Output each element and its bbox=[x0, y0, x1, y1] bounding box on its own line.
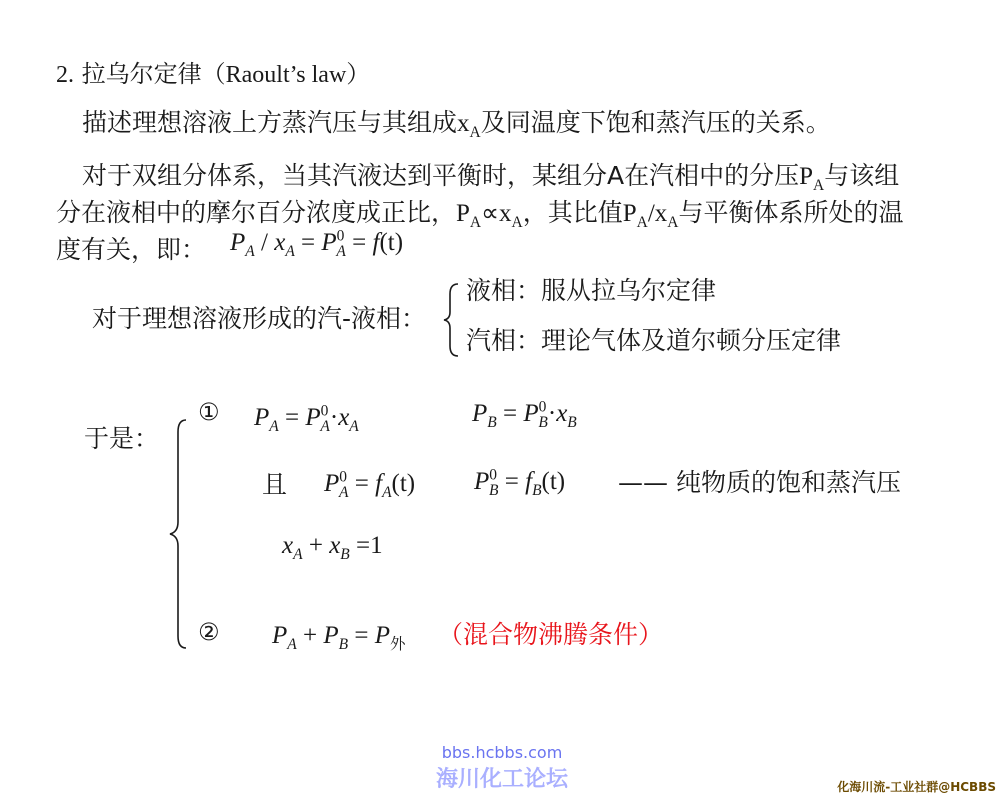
prop-x: x bbox=[498, 200, 512, 227]
boiling-condition-note: （混合物沸腾条件） bbox=[438, 620, 664, 649]
boiling-eq bbox=[272, 622, 406, 653]
eq1-p: P bbox=[254, 404, 270, 431]
explanation-line-2-mid: ，其比值 bbox=[522, 198, 623, 227]
eq3-sub-a2: A bbox=[382, 484, 392, 501]
eq4-f: f bbox=[525, 468, 533, 495]
thus-label: 于是： bbox=[84, 424, 160, 453]
eq6-p3: P bbox=[374, 622, 390, 649]
eq1-x: x bbox=[338, 404, 350, 431]
explanation-line-3 bbox=[56, 231, 206, 269]
eq2-sub-b3: B bbox=[567, 414, 577, 431]
proportional-symbol: ∝ bbox=[481, 200, 499, 227]
eq3-sub-a: A bbox=[339, 484, 349, 501]
formula-p: P bbox=[230, 229, 246, 256]
footer-forum-name: 海川化工论坛 bbox=[435, 767, 568, 792]
description-text-pre: 描述理想溶液上方蒸汽压与其组成 bbox=[82, 108, 458, 137]
raoult-eq-a bbox=[254, 402, 359, 435]
pa-subscript: A bbox=[813, 177, 825, 194]
formula-sub-a2: A bbox=[285, 243, 295, 260]
formula-sub-a1: A bbox=[245, 243, 255, 260]
eq4-t: (t) bbox=[541, 468, 566, 495]
eq1-p0: P bbox=[305, 404, 321, 431]
eq4-p: P bbox=[474, 468, 490, 495]
eq1-sub-a: A bbox=[269, 418, 279, 435]
description-paragraph bbox=[82, 104, 831, 143]
eq2-sub-b2: B bbox=[538, 414, 548, 431]
eq6-p: P bbox=[272, 622, 288, 649]
ratio-sub2: A bbox=[667, 214, 679, 231]
eq3-sup: 0 bbox=[339, 468, 348, 486]
saturation-eq-b bbox=[474, 466, 566, 499]
description-text-post: 及同温度下饱和蒸汽压的关系。 bbox=[480, 108, 831, 137]
eq3-f: f bbox=[375, 470, 383, 497]
eq5-x2: x bbox=[329, 532, 341, 559]
eq2-eq: = bbox=[496, 400, 524, 427]
eq5-sub-a: A bbox=[293, 546, 303, 563]
eq1-sub-a2: A bbox=[320, 418, 330, 435]
footer-url[interactable]: bbs.hcbbs.com bbox=[441, 743, 563, 762]
formula-slash: / bbox=[254, 229, 275, 256]
formula-x: x bbox=[274, 229, 286, 256]
eq4-sup: 0 bbox=[489, 466, 498, 484]
formula-sup0: 0 bbox=[336, 227, 345, 245]
eq1-sup: 0 bbox=[320, 402, 329, 420]
ratio-sub1: A bbox=[636, 214, 648, 231]
eq2-dot: · bbox=[547, 400, 557, 427]
eq4-sub-b: B bbox=[489, 482, 499, 499]
ratio-x: x bbox=[654, 200, 668, 227]
eq6-sub-wai: 外 bbox=[390, 635, 406, 653]
ratio-slash: / bbox=[647, 200, 655, 227]
formula-sub-a3: A bbox=[336, 243, 346, 260]
x-subscript: A bbox=[469, 124, 481, 141]
formula-eq2: = bbox=[345, 229, 373, 256]
and-label: 且 bbox=[262, 470, 288, 499]
formula-f: f bbox=[372, 229, 380, 256]
eq6-eq: = bbox=[348, 622, 375, 649]
explanation-line-3-pre: 度有关，即： bbox=[56, 235, 207, 264]
eq1-sub-a3: A bbox=[349, 418, 359, 435]
vapor-phase-text: 汽相：理论气体及道尔顿分压定律 bbox=[466, 326, 842, 355]
ideal-solution-label: 对于理想溶液形成的汽-液相： bbox=[92, 304, 427, 333]
eq2-sub-b: B bbox=[487, 414, 497, 431]
prop-sub1: A bbox=[469, 214, 482, 231]
eq5-x: x bbox=[282, 532, 294, 559]
eq3-eq: = bbox=[348, 470, 376, 497]
formula-p0: P bbox=[321, 229, 337, 256]
liquid-phase-text: 液相：服从拉乌尔定律 bbox=[466, 276, 717, 305]
large-brace-icon bbox=[166, 418, 190, 650]
section-title-paren: （Raoult’s law） bbox=[201, 62, 371, 88]
eq3-p: P bbox=[324, 470, 340, 497]
pa-symbol: P bbox=[799, 163, 814, 190]
eq2-p0: P bbox=[523, 400, 539, 427]
section-number: 2. bbox=[56, 62, 74, 88]
footer-community-tag: 化海川流-工业社群@HCBBS bbox=[837, 780, 996, 794]
eq3-t: (t) bbox=[391, 470, 416, 497]
eq4-sub-b2: B bbox=[532, 482, 542, 499]
raoult-eq-b bbox=[472, 398, 577, 431]
eq4-eq: = bbox=[498, 468, 526, 495]
pure-substance-note: —— 纯物质的饱和蒸汽压 bbox=[618, 468, 901, 497]
mole-fraction-sum bbox=[282, 532, 383, 563]
explanation-line-1 bbox=[82, 157, 899, 196]
explanation-line-2-post: 与平衡体系所处的温 bbox=[678, 198, 904, 227]
formula-eq: = bbox=[294, 229, 322, 256]
circle-two-marker: ② bbox=[198, 618, 220, 646]
eq1-dot: · bbox=[329, 404, 339, 431]
explanation-line-2-pre: 分在液相中的摩尔百分浓度成正比， bbox=[56, 198, 457, 227]
eq5-eq: =1 bbox=[349, 532, 383, 559]
explanation-line-1-post: 与该组 bbox=[824, 161, 900, 190]
eq6-sub-b: B bbox=[338, 636, 349, 653]
eq2-x: x bbox=[556, 400, 568, 427]
eq1-eq: = bbox=[278, 404, 306, 431]
explanation-line-1-pre: 对于双组分体系，当其汽液达到平衡时，某组分A在汽相中的分压 bbox=[82, 161, 800, 190]
x-symbol: x bbox=[457, 110, 470, 137]
eq5-sub-b: B bbox=[340, 546, 350, 563]
eq6-p2: P bbox=[323, 622, 339, 649]
circle-one-marker: ① bbox=[198, 398, 220, 426]
eq2-p: P bbox=[472, 400, 488, 427]
section-title bbox=[56, 54, 370, 89]
ratio-p: P bbox=[622, 200, 637, 227]
eq6-plus: + bbox=[296, 622, 324, 649]
formula-t: (t) bbox=[379, 229, 404, 256]
ratio-formula bbox=[230, 227, 404, 260]
prop-sub2: A bbox=[511, 214, 523, 231]
eq6-sub-a: A bbox=[287, 636, 297, 653]
section-title-main: 拉乌尔定律 bbox=[81, 60, 202, 88]
explanation-line-2 bbox=[56, 194, 903, 233]
eq2-sup: 0 bbox=[538, 398, 547, 416]
small-brace-icon bbox=[442, 282, 462, 358]
saturation-eq-a bbox=[324, 468, 416, 501]
eq5-plus: + bbox=[302, 532, 330, 559]
prop-p: P bbox=[456, 200, 470, 227]
